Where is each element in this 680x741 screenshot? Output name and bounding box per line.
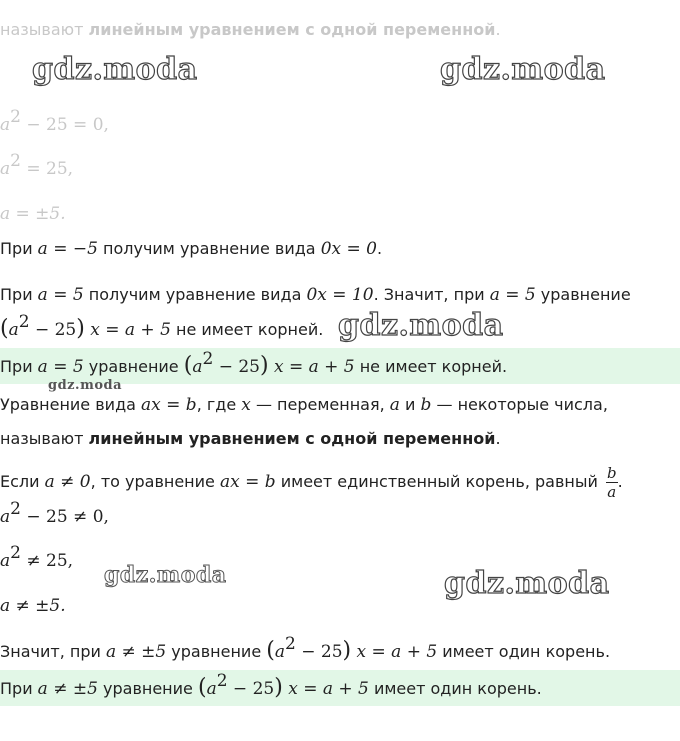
watermark-logo: gdz.moda (32, 52, 198, 87)
text: имеет единственный корень, равный (275, 472, 603, 491)
linear-equation-definition-1 (0, 390, 680, 420)
paren: ) (76, 316, 85, 341)
denominator: a (607, 482, 617, 501)
faded-equation-1 (0, 106, 680, 140)
text: имеет один корень. (437, 642, 611, 661)
math: − 25 (295, 642, 343, 662)
exponent: 2 (10, 106, 21, 127)
watermark-logo: gdz.moda (104, 562, 227, 588)
paren: ( (0, 316, 9, 341)
text: не имеет корней. (354, 357, 508, 376)
watermark-logo: gdz.moda (440, 52, 606, 87)
text: Если (0, 472, 45, 491)
math: a (206, 679, 217, 699)
exponent: 2 (216, 670, 228, 691)
math: − 25 (29, 320, 77, 340)
faded-equation-2 (0, 150, 680, 184)
text: Уравнение вида (0, 395, 142, 414)
unique-root-rule (0, 464, 680, 500)
math: a ≠ 0 (44, 472, 91, 492)
text: — некоторые числа, (431, 395, 608, 414)
math: a (8, 320, 19, 340)
paren: ) (259, 353, 269, 378)
math: a = 5 (37, 357, 84, 377)
math: a (0, 507, 11, 527)
text: имеет один корень. (368, 679, 542, 698)
math: ≠ 25, (20, 551, 74, 571)
text: не имеет корней. (170, 320, 324, 339)
math: a = ±5. (0, 204, 66, 224)
paren: ( (266, 638, 275, 663)
math: = 25, (20, 159, 74, 179)
conclusion-highlight-2 (0, 670, 680, 706)
math: a (192, 357, 203, 377)
paren: ) (274, 675, 283, 700)
linear-equation-definition-2 (0, 424, 680, 454)
math: a (389, 395, 400, 415)
text: называют (0, 20, 89, 39)
case-a-5-line-1 (0, 280, 680, 310)
text: При (0, 357, 38, 376)
math: a ≠ ±5 (37, 679, 98, 699)
math: a = −5 (37, 239, 98, 259)
math: a (0, 551, 11, 571)
watermark-logo: gdz.moda (338, 308, 504, 343)
watermark-logo: gdz.moda (444, 566, 610, 601)
math: a (0, 159, 11, 179)
text: . Значит, при (373, 285, 490, 304)
text: . (495, 429, 501, 448)
math: a (274, 642, 285, 662)
math: ax = b (141, 395, 197, 415)
exponent: 2 (285, 633, 296, 654)
text: Значит, при (0, 642, 106, 661)
math: a ≠ ±5. (0, 596, 66, 616)
bold-term: линейным уравнением с одной переменной (88, 20, 496, 39)
text: уравнение (535, 285, 631, 304)
text: называют (0, 429, 89, 448)
paren: ( (183, 353, 193, 378)
math: a ≠ ±5 (105, 642, 167, 662)
exponent: 2 (10, 150, 21, 171)
text: При (0, 285, 38, 304)
faded-definition-line (0, 15, 680, 45)
math: − 25 (227, 679, 275, 699)
watermark-logo: gdz.moda (48, 378, 123, 393)
text: , то уравнение (90, 472, 220, 491)
math: x = a + 5 (282, 679, 369, 699)
text: уравнение (166, 642, 267, 661)
text: уравнение (97, 679, 198, 698)
text: , где (196, 395, 242, 414)
text: . (376, 239, 383, 258)
text: При (0, 239, 38, 258)
math: − 25 ≠ 0, (20, 507, 109, 527)
exponent: 2 (18, 311, 30, 332)
equation-ne-1 (0, 498, 680, 532)
math: − 25 (213, 357, 260, 377)
math: x = a + 5 (351, 642, 438, 662)
math: a = 5 (37, 285, 84, 305)
text: уравнение (83, 357, 184, 376)
text: — переменная, (250, 395, 390, 414)
math: b (420, 395, 432, 415)
math: x = a + 5 (84, 320, 171, 340)
math: − 25 = 0, (20, 115, 109, 135)
case-a-minus-5 (0, 234, 680, 264)
therefore-line (0, 633, 680, 666)
math: 0x = 0 (320, 239, 377, 259)
math: ax = b (219, 472, 276, 492)
text: получим уравнение вида (83, 285, 307, 304)
math: 0x = 10 (306, 285, 374, 305)
bold-term: линейным уравнением с одной переменной (88, 429, 496, 448)
text: При (0, 679, 38, 698)
text: получим уравнение вида (97, 239, 321, 258)
text: и (399, 395, 421, 414)
math: x = a + 5 (268, 357, 355, 377)
fraction-b-over-a (606, 463, 618, 501)
exponent: 2 (202, 348, 214, 369)
math: x (241, 395, 251, 415)
exponent: 2 (10, 542, 21, 563)
math: a = 5 (489, 285, 536, 305)
paren: ( (197, 675, 207, 700)
exponent: 2 (10, 498, 21, 519)
math: a (0, 115, 11, 135)
text: . (617, 472, 623, 491)
text: . (495, 20, 501, 39)
faded-equation-3 (0, 199, 680, 229)
numerator: b (606, 463, 617, 482)
paren: ) (342, 638, 352, 663)
